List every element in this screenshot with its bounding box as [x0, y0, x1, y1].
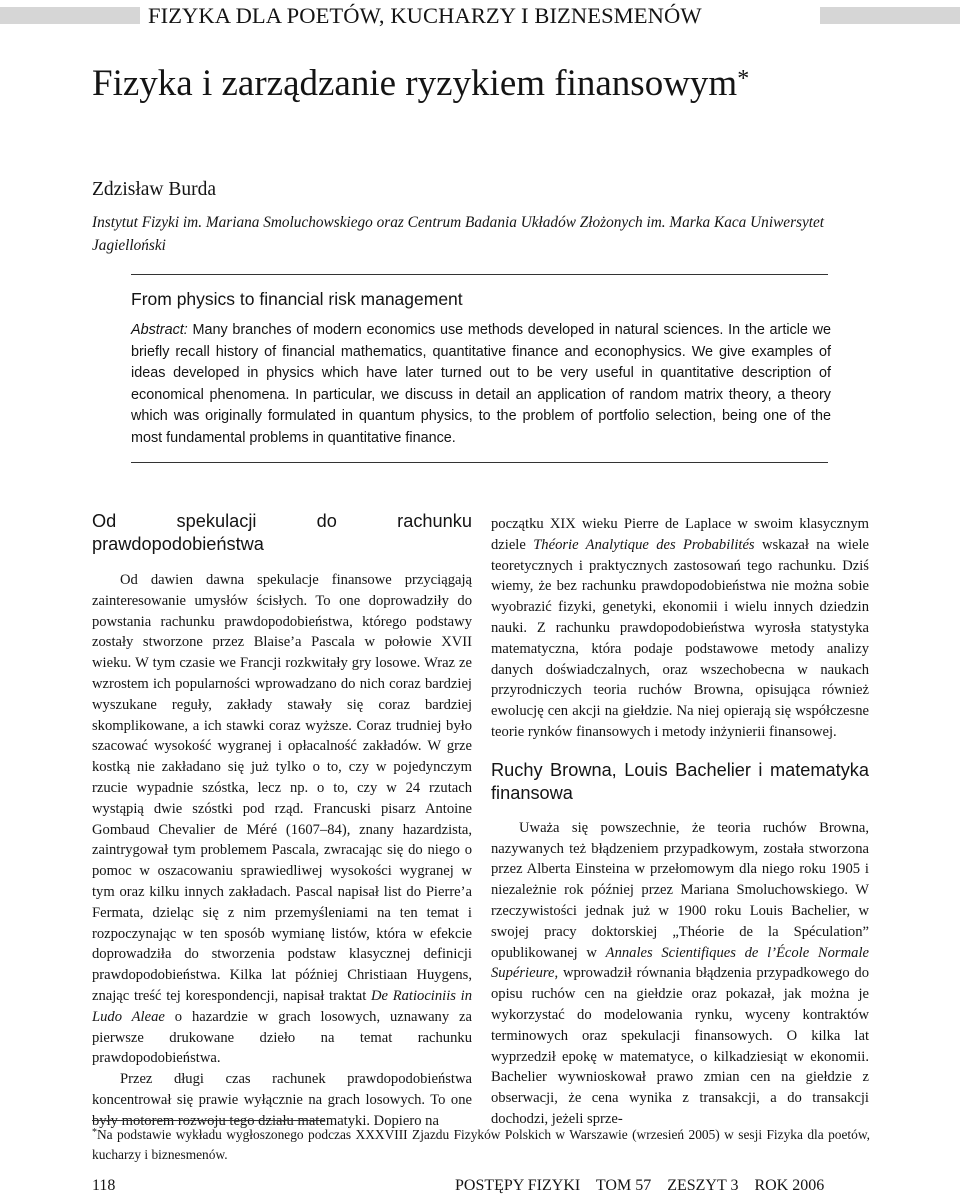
- footnote-text: Na podstawie wykładu wygłoszonego podczas XXXVIII Zjazdu Fizyków Polskich w Warszawie (wrzesień 2005) w sesji Fizyka dla poetów, kucharzy i biznesmenów.: [92, 1127, 870, 1162]
- header-bar-right: [820, 7, 960, 24]
- journal-volume: TOM 57: [595, 1177, 652, 1194]
- paragraph-text: , wprowadził równania błądzenia przypadkowego do opisu ruchów cen na giełdzie oraz pokazał, jak można je wykorzystać do modelowania rynku, wyceny kontraktów terminowych oraz spekulacji finansowych. O kilka lat wyprzedził epokę w matematyce, o kilkadziesiąt w ekonomii. Bachelier wywnioskował prawo zmian cen na giełdzie z obserwacji, że cena wynika z transakcji, a do transakcji dochodzi, jeżeli sprze-: [491, 965, 869, 1127]
- page-number: 118: [92, 1177, 116, 1194]
- abstract-bottom-rule: [131, 462, 828, 463]
- author-affiliation: Instytut Fizyki im. Mariana Smoluchowskiego oraz Centrum Badania Układów Złożonych im. Marka Kaca Uniwersytet Jagielloński: [92, 214, 825, 254]
- author-name: Zdzisław Burda: [92, 179, 217, 200]
- paragraph-text: wskazał na wiele teoretycznych i praktycznych zastosowań tego rachunku. Dziś wiemy, że bez rachunku prawdopodobieństwa nie można sobie wyobrazić fizyki, genetyki, ekonomii i wielu innych dziedzin nauki. Z rachunku prawdopodobieństwa wyrosła statystyka matematyczna, która podaje podstawowe metody analizy danych doświadczalnych, oraz wszechobecna w naukach przyrodniczych teoria ruchów Browna, opisująca również ewolucję cen akcji na giełdzie. Na niej opierają się współczesne teorie rynków finansowych i metody inżynierii finansowej.: [491, 536, 869, 740]
- abstract-label: Abstract:: [131, 322, 188, 338]
- paragraph-text: o hazardzie w grach losowych, uznawany za pierwsze drukowane dzieło na temat rachunku prawdopodobieństwa.: [92, 1008, 472, 1067]
- footnote-mark: *: [92, 1127, 97, 1138]
- journal-footer: [455, 1176, 824, 1196]
- header-bar-left: [0, 7, 140, 24]
- series-title: FIZYKA DLA POETÓW, KUCHARZY I BIZNESMENÓW: [148, 3, 702, 28]
- section-heading-brownian: Ruchy Browna, Louis Bachelier i matematyka finansowa: [491, 759, 869, 803]
- footnote-rule: [92, 1120, 324, 1121]
- series-header: [0, 4, 960, 26]
- section-heading-speculation: Od spekulacji do rachunku prawdopodobieństwa: [92, 511, 472, 554]
- abstract-top-rule: [131, 274, 828, 275]
- book-title: Théorie Analytique des Probabilités: [533, 536, 755, 553]
- paragraph: [491, 514, 869, 743]
- journal-issue: ZESZYT 3: [667, 1177, 739, 1194]
- right-column: [491, 514, 869, 1130]
- title-footnote-mark: *: [737, 66, 750, 92]
- journal-name: POSTĘPY FIZYKI: [455, 1177, 581, 1194]
- paragraph-text: Od dawien dawna spekulacje finansowe przyciągają zainteresowanie umysłów ścisłych. To one doprowadziły do powstania rachunku prawdopodobieństwa, którego podstawy zostały stworzone przez Blaise’a Pascala w połowie XVII wieku. W tym czasie we Francji rozkwitały gry losowe. Wraz ze wzrostem ich popularności wprowadzano do nich coraz bardziej wyszukane reguły, zakłady stawały się coraz bardziej skomplikowane, a ich stawki coraz wyższe. Coraz trudniej było szacować wysokość wygranej i opłacalność zakładów. W grze kostką nie zakładano się już tylko o to, czy w pojedynczym rzucie wypadnie szóstka, lecz np. o to, czy w 24 rzutach wystąpią dwie szóstki pod rząd. Francuski pisarz Antoine Gombaud Chevalier de Méré (1607–84), znany hazardzista, zaintrygował tym problemem Pascala, zwracając się do niego o pomoc w oszacowaniu sprawiedliwej wysokości wygranej w tym oraz kilku innych zakładach. Pascal napisał list do Pierre’a Fermata, dzieląc się z nim przemyśleniami na ten temat i rozpoczynając w ten sposób wymianę listów, która w efekcie doprowadziła do stworzenia podstaw klasycznej definicji prawdopodobieństwa. Kilka lat później Christiaan Huygens, znając treść tej korespondencji, napisał traktat: [92, 572, 472, 1004]
- abstract-text: Many branches of modern economics use methods developed in natural sciences. In the article we briefly recall history of financial mathematics, quantitative finance and econophysics. We give examples of ideas developed in physics which have later turned out to be very useful in quantitative description of economical phenomena. In particular, we discuss in detail an application of random matrix theory, a theory which was originally formulated in quantum physics, to the problem of portfolio selection, being one of the most fundamental problems in quantitative finance.: [131, 322, 832, 446]
- left-column: [92, 510, 472, 1132]
- paragraph-text: początku XIX wieku Pierre de Laplace w swoim klasycznym dziele: [491, 516, 869, 553]
- paragraph: Przez długi czas rachunek prawdopodobieństwa koncentrował się prawie wyłącznie na grach losowych. To one były motorem rozwoju tego działu matematyki. Dopiero na: [92, 1071, 472, 1129]
- article-title: [92, 58, 852, 109]
- paragraph-text: Uważa się powszechnie, że teoria ruchów Browna, nazywanych też błądzeniem przypadkowym, została stworzona przez Alberta Einsteina w przełomowym dla niego roku 1905 i niezależnie rok później przez Mariana Smoluchowskiego. W rzeczywistości jednak już w 1900 roku Louis Bachelier, w swojej pracy doktorskiej „Théorie de la Spéculation” opublikowanej w: [491, 819, 869, 961]
- footnote: [92, 1125, 870, 1165]
- paragraph: [491, 818, 869, 1130]
- journal-title: Annales Scientifiques de l’École Normale Supérieure: [491, 944, 869, 982]
- journal-year: ROK 2006: [754, 1177, 825, 1194]
- article-title-text: Fizyka i zarządzanie ryzykiem finansowym: [92, 63, 738, 104]
- english-title: From physics to financial risk management: [131, 289, 463, 309]
- abstract: [131, 320, 831, 449]
- paragraph: [92, 570, 472, 1069]
- treatise-title: De Ratiociniis in Ludo Aleae: [92, 987, 472, 1025]
